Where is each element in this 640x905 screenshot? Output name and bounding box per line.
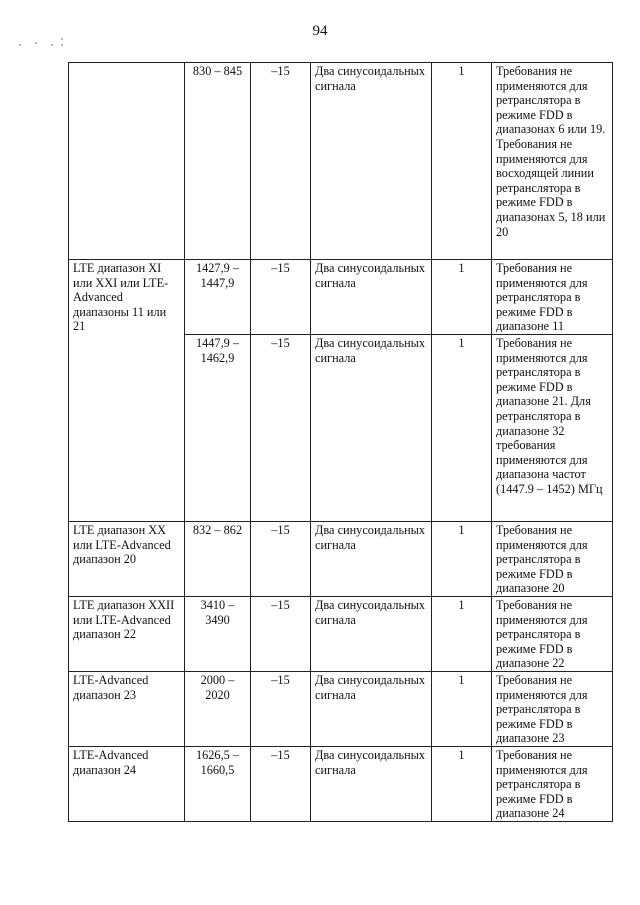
table-row [69, 63, 613, 260]
level-cell: –15 [251, 63, 311, 260]
note-cell: Требования не применяются для ретранслятора в режиме FDD в диапазонах 6 или 19. Требования не применяются для восходящей линии ретранслятора в режиме FDD в диапазонах 5, 18 или 20 [492, 63, 613, 260]
note-cell: Требования не применяются для ретранслятора в режиме FDD в диапазоне 23 [492, 671, 613, 746]
table-row [69, 521, 613, 596]
page-number: 94 [312, 23, 328, 39]
frequency-cell: 1626,5 – 1660,5 [185, 746, 251, 821]
frequency-cell: 832 – 862 [185, 521, 251, 596]
frequency-cell: 1427,9 – 1447,9 [185, 260, 251, 335]
band-cell [69, 63, 185, 260]
note-cell: Требования не применяются для ретранслятора в режиме FDD в диапазоне 21. Для ретранслятора в диапазоне 32 требования применяются для диапазона частот (1447.9 – 1452) МГц [492, 334, 613, 521]
band-cell: LTE-Advanced диапазон 24 [69, 746, 185, 821]
band-cell: LTE диапазон XI или XXI или LTE-Advanced диапазоны 11 или 21 [69, 260, 185, 522]
level-cell: –15 [251, 521, 311, 596]
count-cell: 1 [432, 596, 492, 671]
frequency-cell: 1447,9 – 1462,9 [185, 334, 251, 521]
band-cell: LTE диапазон XX или LTE-Advanced диапазон 20 [69, 521, 185, 596]
frequency-cell: 830 – 845 [185, 63, 251, 260]
note-cell: Требования не применяются для ретранслятора в режиме FDD в диапазоне 20 [492, 521, 613, 596]
table-row [69, 746, 613, 821]
frequency-cell: 2000 – 2020 [185, 671, 251, 746]
signal-cell: Два синусоидальных сигнала [311, 671, 432, 746]
signal-cell: Два синусоидальных сигнала [311, 746, 432, 821]
level-cell: –15 [251, 671, 311, 746]
level-cell: –15 [251, 596, 311, 671]
table-row [69, 596, 613, 671]
signal-cell: Два синусоидальных сигнала [311, 63, 432, 260]
note-cell: Требования не применяются для ретранслятора в режиме FDD в диапазоне 11 [492, 260, 613, 335]
scan-marks [18, 36, 68, 50]
count-cell: 1 [432, 260, 492, 335]
level-cell: –15 [251, 260, 311, 335]
count-cell: 1 [432, 746, 492, 821]
signal-cell: Два синусоидальных сигнала [311, 521, 432, 596]
band-cell: LTE-Advanced диапазон 23 [69, 671, 185, 746]
requirements-table [68, 62, 613, 822]
count-cell: 1 [432, 671, 492, 746]
count-cell: 1 [432, 334, 492, 521]
signal-cell: Два синусоидальных сигнала [311, 260, 432, 335]
note-cell: Требования не применяются для ретранслятора в режиме FDD в диапазоне 22 [492, 596, 613, 671]
frequency-cell: 3410 – 3490 [185, 596, 251, 671]
count-cell: 1 [432, 63, 492, 260]
table-row [69, 260, 613, 335]
count-cell: 1 [432, 521, 492, 596]
signal-cell: Два синусоидальных сигнала [311, 596, 432, 671]
level-cell: –15 [251, 334, 311, 521]
level-cell: –15 [251, 746, 311, 821]
band-cell: LTE диапазон XXII или LTE-Advanced диапазон 22 [69, 596, 185, 671]
table-row [69, 671, 613, 746]
signal-cell: Два синусоидальных сигнала [311, 334, 432, 521]
note-cell: Требования не применяются для ретранслятора в режиме FDD в диапазоне 24 [492, 746, 613, 821]
